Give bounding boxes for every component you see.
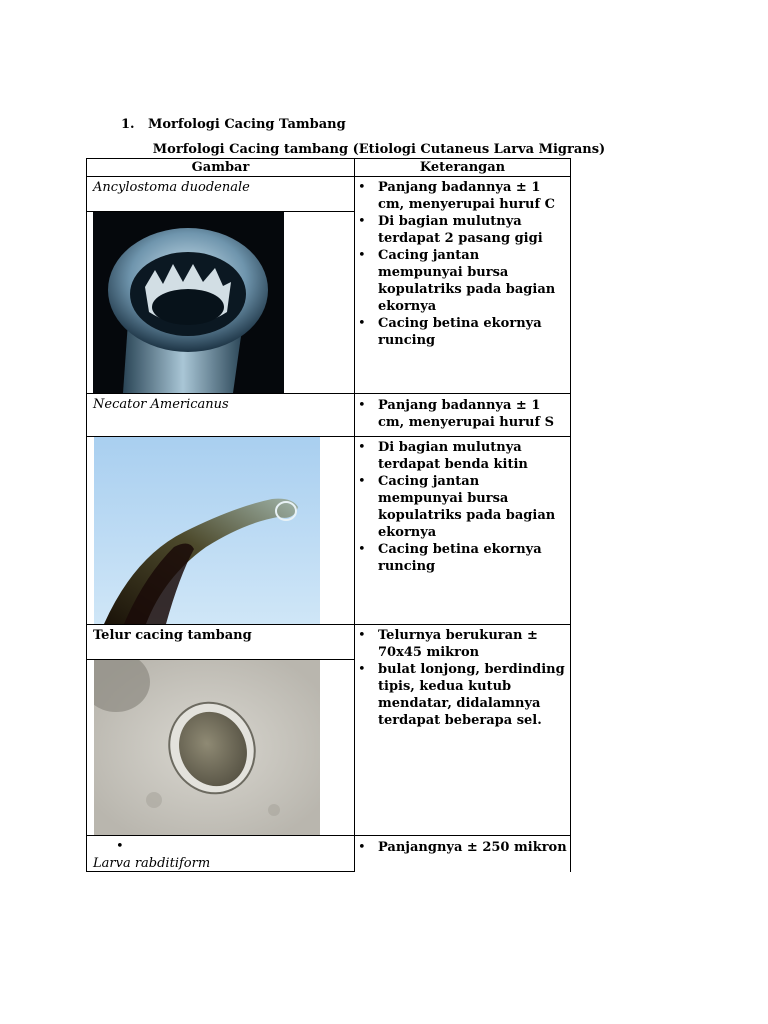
row2-notes [355,439,567,575]
list-item: • Panjangnya ± 250 mikron [355,839,567,856]
list-item: • Di bagian mulutnya terdapat benda kitin [355,439,567,473]
row-divider-3 [86,835,571,836]
row4-notes [355,839,567,856]
list-item: • Telurnya berukuran ± 70x45 mikron [355,627,567,661]
section-title: Morfologi Cacing Tambang [148,117,346,132]
row2-label: Necator Americanus [93,397,229,412]
section-heading [121,117,346,132]
table-border-top [86,158,571,159]
header-keterangan: Keterangan [419,160,506,175]
row1-notes [355,179,567,349]
header-gambar: Gambar [191,160,250,175]
row-divider-2 [86,624,571,625]
list-item: • Panjang badannya ± 1 cm, menyerupai huruf S [355,397,567,431]
list-item: • Cacing jantan mempunyai bursa kopulatriks pada bagian ekornya [355,473,567,541]
row-divider-1 [86,393,571,394]
necator-image [94,437,320,624]
list-item: • Cacing betina ekornya runcing [355,315,567,349]
table-border-left [86,158,87,872]
row4-bullet: • [116,839,124,854]
row2-notes-top [355,397,567,431]
table-caption: Morfologi Cacing tambang (Etiologi Cutaneus Larva Migrans) [152,142,606,157]
list-item: • Cacing betina ekornya runcing [355,541,567,575]
row3-label: Telur cacing tambang [93,628,252,643]
ancylostoma-image [93,212,284,393]
list-item: • Cacing jantan mempunyai bursa kopulatriks pada bagian ekornya [355,247,567,315]
table-border-right [570,158,571,872]
row4-label: Larva rabditiform [93,856,211,871]
row3-notes [355,627,567,729]
section-number: 1. [121,117,135,132]
egg-image [94,660,320,835]
list-item: • Panjang badannya ± 1 cm, menyerupai huruf C [355,179,567,213]
list-item: • bulat lonjong, berdinding tipis, kedua kutub mendatar, didalamnya terdapat beberapa sel. [355,661,567,729]
list-item: • Di bagian mulutnya terdapat 2 pasang gigi [355,213,567,247]
row1-label: Ancylostoma duodenale [93,180,250,195]
header-divider [86,176,571,177]
